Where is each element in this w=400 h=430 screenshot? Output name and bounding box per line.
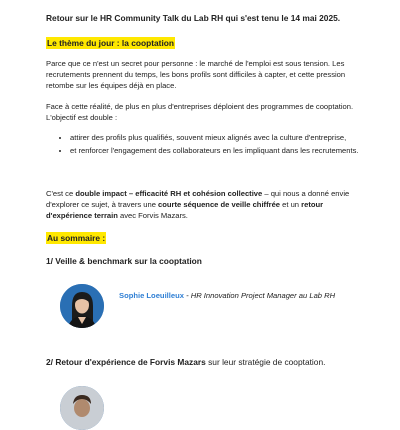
section-2-title bbox=[46, 357, 356, 368]
theme-heading: Le thème du jour : la cooptation bbox=[47, 38, 175, 48]
text-run: sur leur stratégie de cooptation. bbox=[205, 357, 326, 367]
paragraph-market: Parce que ce n'est un secret pour personne : le marché de l'emploi est sous tension. Les recrutements prennent du temps, les bons profils sont difficiles à capter, et cette pression retombe sur les équipes déjà en place. bbox=[46, 59, 346, 90]
intro-text: Retour sur le HR Community Talk du Lab RH qui s'est tenu le 14 mai 2025. bbox=[46, 13, 341, 23]
list-item: • et renforcer l'engagement des collaborateurs en les impliquant dans les recrutements. bbox=[70, 145, 370, 156]
text-run: – qui nous a donné envie d'explorer ce sujet, à travers une bbox=[46, 189, 350, 209]
speaker-avatar bbox=[60, 284, 104, 328]
speaker-name: Sophie Loeuilleux bbox=[119, 291, 184, 300]
paragraph-cooptation: Face à cette réalité, de plus en plus d'entreprises déploient des programmes de cooptation. L'objectif est double : bbox=[46, 102, 354, 122]
objectives-list bbox=[46, 132, 370, 158]
paragraph-impact bbox=[46, 188, 356, 221]
text-run: C'est ce bbox=[46, 189, 76, 198]
text-run: et un bbox=[280, 200, 302, 209]
speaker-photo-icon bbox=[60, 284, 104, 328]
sommaire-heading-wrap bbox=[46, 232, 356, 244]
bold-run: double impact – efficacité RH et cohésion collective bbox=[75, 189, 263, 198]
theme-heading-wrap bbox=[46, 37, 356, 49]
bold-run: 2/ bbox=[46, 357, 56, 367]
bold-run: Retour d'expérience de Forvis Mazars bbox=[55, 357, 206, 367]
speaker-avatar bbox=[60, 386, 104, 430]
bold-run: courte séquence de veille chiffrée bbox=[158, 200, 281, 209]
section-1-title: 1/ Veille & benchmark sur la cooptation bbox=[46, 256, 202, 266]
list-item: • attirer des profils plus qualifiés, souvent mieux alignés avec la culture d'entreprise, bbox=[70, 132, 370, 143]
sommaire-heading: Au sommaire : bbox=[47, 233, 106, 243]
text-run: avec Forvis Mazars. bbox=[117, 211, 188, 220]
speaker-photo-icon bbox=[60, 386, 104, 430]
speaker-role: - HR Innovation Project Manager au Lab RH bbox=[183, 291, 336, 300]
speaker-1 bbox=[119, 290, 354, 301]
bold-run: retour d'expérience terrain bbox=[46, 200, 324, 220]
